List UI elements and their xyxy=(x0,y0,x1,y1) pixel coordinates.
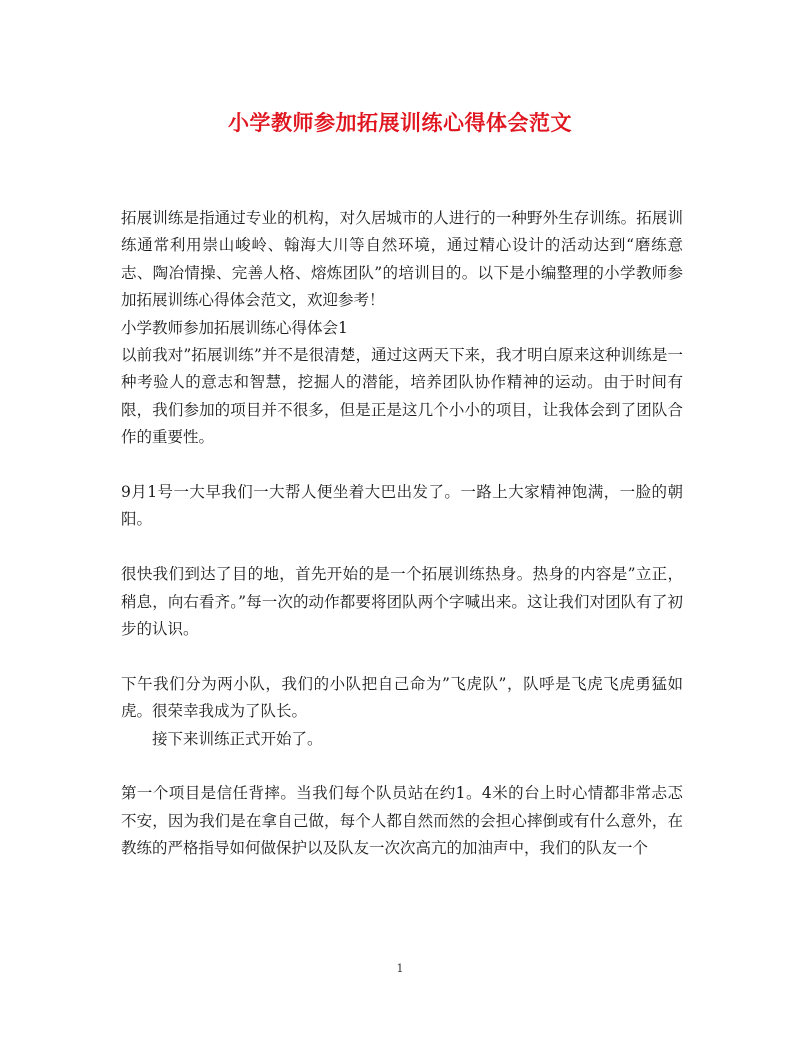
paragraph-gap xyxy=(121,452,683,479)
paragraph-gap xyxy=(121,534,683,561)
paragraph-departure: 9月1号一大早我们一大帮人便坐着大巴出发了。一路上大家精神饱满，一脸的朝阳。 xyxy=(121,483,683,529)
paragraph-intro: 拓展训练是指通过专业的机构，对久居城市的人进行的一种野外生存训练。拓展训练通常利用崇山峻岭、翰海大川等自然环境，通过精心设计的活动达到“磨练意志、陶冶情操、完善人格、熔炼团队”的培训目的。以下是小编整理的小学教师参加拓展训练心得体会范文，欢迎参考！ xyxy=(121,209,683,310)
paragraph-teams: 下午我们分为两小队，我们的小队把自己命为”飞虎队”，队呼是飞虎飞虎勇猛如虎。很荣幸我成为了队长。 xyxy=(121,674,683,721)
section-heading: 小学教师参加拓展训练心得体会1 xyxy=(121,318,348,337)
paragraph-gap xyxy=(121,753,683,780)
paragraph-trust-fall: 第一个项目是信任背摔。当我们每个队员站在约1。4米的台上时心情都非常忐忑不安，因为我们是在拿自己做，每个人都自然而然的会担心摔倒或有什么意外，在教练的严格指导如何做保护以及队友一次次高亢的加油声中，我们的队友一个 xyxy=(121,784,683,858)
page-number: 1 xyxy=(396,962,404,975)
document-title: 小学教师参加拓展训练心得体会范文 xyxy=(228,110,572,135)
paragraph-training-start: 接下来训练正式开始了。 xyxy=(152,729,323,748)
paragraph-warmup: 很快我们到达了目的地，首先开始的是一个拓展训练热身。热身的内容是”立正，稍息，向右看齐。”每一次的动作都要将团队两个字喊出来。这让我们对团队有了初步的认识。 xyxy=(121,565,683,639)
paragraph-understanding: 以前我对”拓展训练”并不是很清楚，通过这两天下来，我才明白原来这种训练是一种考验人的意志和智慧，挖掘人的潜能，培养团队协作精神的运动。由于时间有限，我们参加的项目并不很多，但是正是这几个小小的项目，让我体会到了团队合作的重要性。 xyxy=(121,346,683,447)
paragraph-gap xyxy=(121,643,683,670)
document-body xyxy=(121,205,683,863)
